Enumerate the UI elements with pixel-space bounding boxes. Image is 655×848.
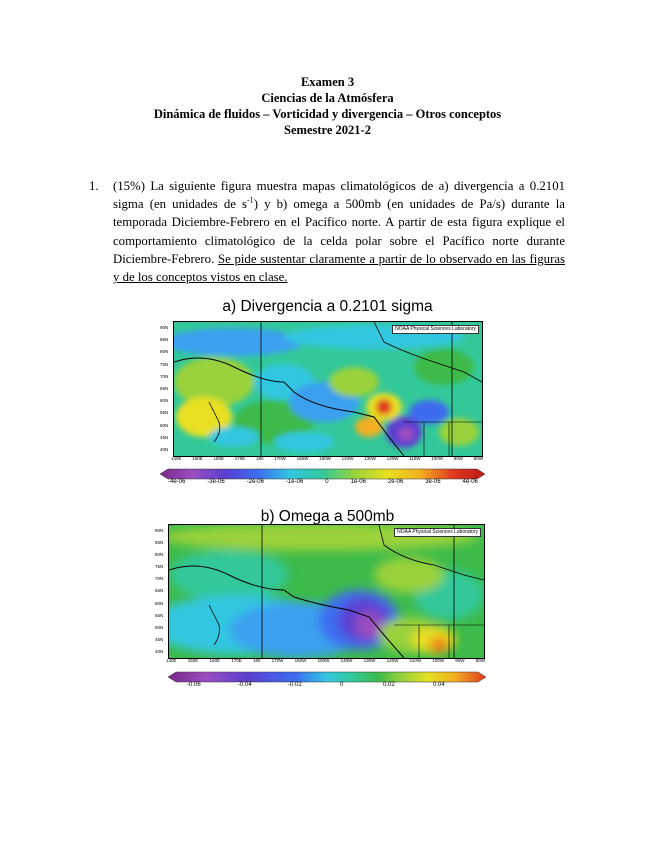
map-credit: NOAA Physical Sciences Laboratory	[392, 325, 479, 334]
lon-axis-b: 140E 150E 160E 170E 180 170W 160W 150W 140W 130W 120W 110W 100W 90W 80W	[166, 658, 485, 663]
question-1	[89, 177, 565, 286]
figure-b-title: b) Omega a 500mb	[260, 508, 395, 525]
underlined-instruction: Se pide sustentar claramente a partir de lo observado en las figuras y de los conceptos vistos en clase.	[113, 251, 565, 285]
question-number: 1.	[89, 179, 99, 193]
colorbar-ticks-a: -4e-06 -3e-06 -2e-06 -1e-06 0 1e-06 2e-06 3e-06 4e-06	[168, 479, 478, 485]
figure-a-title: a) Divergencia a 0.2101 sigma	[222, 298, 433, 315]
lon-axis-a: 140E 150E 160E 170E 180 170W 160W 150W 140W 130W 120W 110W 100W 90W 80W	[171, 456, 483, 461]
divergence-map	[173, 321, 483, 457]
omega-map	[168, 524, 485, 659]
omega-field	[169, 525, 484, 658]
lat-axis-b: 90N 85N 80N 75N 70N 65N 60N 55N 50N 45N 40N	[155, 528, 164, 654]
course-title: Ciencias de la Atmósfera	[261, 91, 394, 105]
semester-title: Semestre 2021-2	[284, 123, 371, 137]
divergence-field	[174, 322, 482, 456]
question-text: (15%) La siguiente figura muestra mapas climatológicos de a) divergencia a 0.2101 sigma (en unidades de $s^{-1}$) y b) omega a 500mb (en unidades de Pa/s) durante la temporada Diciembre-Febrero en el Pacífico norte. A partir de esta figura explique el comportamiento climatológico de la celda polar sobre el Pacífico norte durante Diciembre-Febrero. Se pide sustentar claramente a partir de lo observado en las figuras y de los conceptos vistos en clase.	[113, 179, 565, 285]
lat-axis-a: 90N 85N 80N 75N 70N 65N 60N 55N 50N 45N 40N	[160, 325, 169, 453]
map-credit: NOAA Physical Sciences Laboratory	[394, 528, 481, 537]
exam-title: Examen 3	[300, 75, 355, 89]
document-header	[0, 74, 655, 138]
topic-title: Dinámica de fluidos – Vorticidad y divergencia – Otros conceptos	[153, 107, 502, 121]
